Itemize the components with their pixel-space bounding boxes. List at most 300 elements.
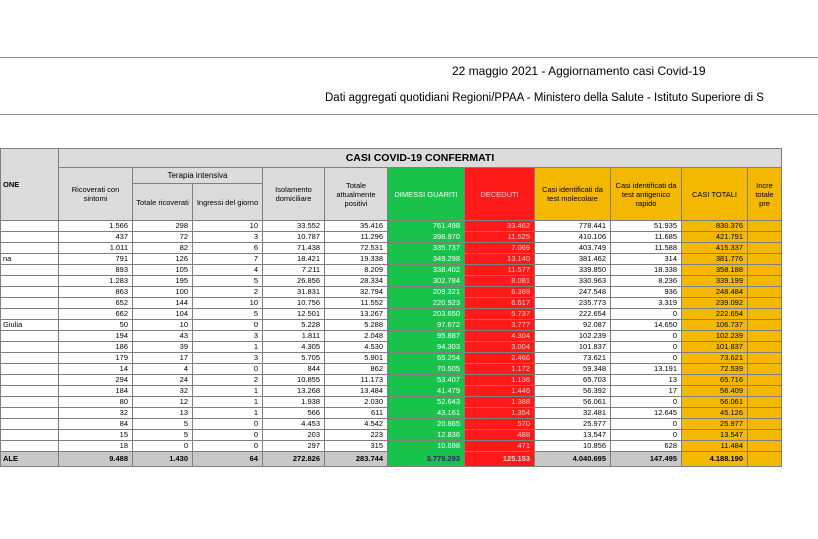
value-cell: 1 [193, 342, 263, 353]
value-cell: 398.970 [388, 232, 465, 243]
value-cell: 349.298 [388, 254, 465, 265]
value-cell: 126 [133, 254, 193, 265]
value-cell: 13.268 [263, 386, 325, 397]
value-cell: 125.153 [465, 452, 535, 467]
value-cell: 72 [133, 232, 193, 243]
value-cell: 64 [193, 452, 263, 467]
band-header: CASI COVID-19 CONFERMATI [59, 149, 782, 168]
value-cell: 80 [59, 397, 133, 408]
value-cell: 3 [193, 353, 263, 364]
value-cell [748, 452, 782, 467]
value-cell: 437 [59, 232, 133, 243]
value-cell: 17 [133, 353, 193, 364]
value-cell [748, 353, 782, 364]
value-cell: 18 [59, 441, 133, 452]
value-cell: 28.334 [325, 276, 388, 287]
value-cell: 830.376 [682, 221, 748, 232]
value-cell: 0 [611, 397, 682, 408]
value-cell: 73.621 [682, 353, 748, 364]
table-row [1, 309, 782, 320]
value-cell: 33.552 [263, 221, 325, 232]
value-cell: 6 [193, 243, 263, 254]
region-cell [1, 331, 59, 342]
value-cell: 0 [193, 364, 263, 375]
value-cell: 0 [611, 331, 682, 342]
value-cell: 1 [193, 408, 263, 419]
value-cell: 104 [133, 309, 193, 320]
value-cell: 14 [59, 364, 133, 375]
total-row [1, 452, 782, 467]
value-cell: 10.856 [535, 441, 611, 452]
value-cell: 24 [133, 375, 193, 386]
value-cell: 223 [325, 430, 388, 441]
value-cell: 2.048 [325, 331, 388, 342]
region-cell: na [1, 254, 59, 265]
value-cell: 56.061 [682, 397, 748, 408]
value-cell: 297 [263, 441, 325, 452]
value-cell: 628 [611, 441, 682, 452]
value-cell: 1.446 [465, 386, 535, 397]
value-cell: 283.744 [325, 452, 388, 467]
value-cell: 18.338 [611, 265, 682, 276]
value-cell: 1.283 [59, 276, 133, 287]
region-cell [1, 419, 59, 430]
table-body [1, 149, 782, 467]
table-row [1, 375, 782, 386]
value-cell: 43.161 [388, 408, 465, 419]
col-totale-ricoverati: Totale ricoverati [133, 184, 193, 221]
region-cell [1, 408, 59, 419]
value-cell [748, 309, 782, 320]
value-cell: 17 [611, 386, 682, 397]
value-cell: 73.621 [535, 353, 611, 364]
value-cell: 45.126 [682, 408, 748, 419]
table-row [1, 397, 782, 408]
value-cell: 5 [133, 430, 193, 441]
value-cell: 105 [133, 265, 193, 276]
value-cell: 43 [133, 331, 193, 342]
value-cell: 220.923 [388, 298, 465, 309]
value-cell: 32 [133, 386, 193, 397]
top-rule [0, 57, 818, 58]
value-cell: 65.703 [535, 375, 611, 386]
value-cell: 1.430 [133, 452, 193, 467]
value-cell: 4.453 [263, 419, 325, 430]
region-column-header: ONE [1, 149, 59, 221]
value-cell: 1.136 [465, 375, 535, 386]
value-cell: 1.566 [59, 221, 133, 232]
value-cell: 25.977 [682, 419, 748, 430]
value-cell: 7.069 [465, 243, 535, 254]
value-cell [748, 221, 782, 232]
value-cell: 71.438 [263, 243, 325, 254]
value-cell: 51.935 [611, 221, 682, 232]
value-cell: 4.530 [325, 342, 388, 353]
value-cell: 11.552 [325, 298, 388, 309]
value-cell: 11.577 [465, 265, 535, 276]
value-cell: 222.654 [535, 309, 611, 320]
value-cell: 4.188.190 [682, 452, 748, 467]
value-cell: 415.337 [682, 243, 748, 254]
value-cell: 6.369 [465, 287, 535, 298]
table-row [1, 232, 782, 243]
value-cell [748, 430, 782, 441]
value-cell: 72.531 [325, 243, 388, 254]
region-cell [1, 309, 59, 320]
value-cell: 65.716 [682, 375, 748, 386]
value-cell: 936 [611, 287, 682, 298]
region-cell [1, 221, 59, 232]
value-cell: 611 [325, 408, 388, 419]
value-cell: 12.501 [263, 309, 325, 320]
value-cell: 381.776 [682, 254, 748, 265]
terapia-intensiva-group: Terapia intensiva [133, 168, 263, 184]
table-row [1, 287, 782, 298]
value-cell [748, 298, 782, 309]
value-cell: 94.303 [388, 342, 465, 353]
value-cell: 195 [133, 276, 193, 287]
value-cell: 13 [611, 375, 682, 386]
value-cell: 239.092 [682, 298, 748, 309]
value-cell: 1.172 [465, 364, 535, 375]
value-cell: 84 [59, 419, 133, 430]
table-row [1, 298, 782, 309]
value-cell: 315 [325, 441, 388, 452]
value-cell: 13 [133, 408, 193, 419]
value-cell: 652 [59, 298, 133, 309]
value-cell: 13.547 [535, 430, 611, 441]
value-cell [748, 276, 782, 287]
value-cell: 10.855 [263, 375, 325, 386]
value-cell: 298 [133, 221, 193, 232]
col-casi-totali: CASI TOTALI [682, 168, 748, 221]
value-cell: 5 [193, 276, 263, 287]
value-cell: 8.081 [465, 276, 535, 287]
region-cell [1, 243, 59, 254]
region-cell [1, 397, 59, 408]
value-cell: 25.977 [535, 419, 611, 430]
value-cell: 101.837 [535, 342, 611, 353]
value-cell: 203 [263, 430, 325, 441]
value-cell [748, 386, 782, 397]
region-cell [1, 430, 59, 441]
value-cell: 5 [193, 309, 263, 320]
value-cell: 335.737 [388, 243, 465, 254]
value-cell: 186 [59, 342, 133, 353]
value-cell: 18.421 [263, 254, 325, 265]
value-cell: 35.416 [325, 221, 388, 232]
report-title: 22 maggio 2021 - Aggiornamento casi Covid-19 [452, 64, 706, 78]
value-cell: 3.779.293 [388, 452, 465, 467]
value-cell: 203.650 [388, 309, 465, 320]
value-cell: 11.525 [465, 232, 535, 243]
value-cell: 862 [325, 364, 388, 375]
value-cell: 10 [193, 221, 263, 232]
value-cell: 893 [59, 265, 133, 276]
value-cell: 194 [59, 331, 133, 342]
value-cell: 56.061 [535, 397, 611, 408]
value-cell: 41.479 [388, 386, 465, 397]
region-cell [1, 441, 59, 452]
value-cell: 339.850 [535, 265, 611, 276]
value-cell: 56.409 [682, 386, 748, 397]
value-cell: 0 [611, 430, 682, 441]
value-cell: 272.826 [263, 452, 325, 467]
value-cell: 1.811 [263, 331, 325, 342]
value-cell [748, 331, 782, 342]
value-cell: 0 [611, 309, 682, 320]
region-cell [1, 232, 59, 243]
value-cell: 358.188 [682, 265, 748, 276]
value-cell: 32 [59, 408, 133, 419]
value-cell: 19.338 [325, 254, 388, 265]
value-cell: 52.643 [388, 397, 465, 408]
subtitle-rule [0, 114, 818, 115]
value-cell: 0 [611, 342, 682, 353]
value-cell: 10.787 [263, 232, 325, 243]
region-cell [1, 375, 59, 386]
value-cell [748, 232, 782, 243]
value-cell: 1.388 [465, 397, 535, 408]
col-deceduti: DECEDUTI [465, 168, 535, 221]
value-cell: 56.392 [535, 386, 611, 397]
value-cell [748, 364, 782, 375]
value-cell [748, 419, 782, 430]
value-cell: 11.296 [325, 232, 388, 243]
value-cell: 471 [465, 441, 535, 452]
value-cell: 106.737 [682, 320, 748, 331]
value-cell: 5.901 [325, 353, 388, 364]
value-cell: 5 [133, 419, 193, 430]
value-cell: 791 [59, 254, 133, 265]
value-cell: 1.354 [465, 408, 535, 419]
value-cell: 294 [59, 375, 133, 386]
value-cell: 0 [611, 353, 682, 364]
value-cell: 147.495 [611, 452, 682, 467]
value-cell: 7 [193, 254, 263, 265]
value-cell: 0 [193, 320, 263, 331]
value-cell: 844 [263, 364, 325, 375]
value-cell: 11.685 [611, 232, 682, 243]
value-cell: 1 [193, 386, 263, 397]
col-ingressi-giorno: Ingressi del giorno [193, 184, 263, 221]
table-row [1, 221, 782, 232]
value-cell: 0 [133, 441, 193, 452]
value-cell: 778.441 [535, 221, 611, 232]
value-cell: 82 [133, 243, 193, 254]
value-cell: 184 [59, 386, 133, 397]
value-cell: 863 [59, 287, 133, 298]
col-ricoverati-sintomi: Ricoverati con sintomi [59, 168, 133, 221]
value-cell: 662 [59, 309, 133, 320]
table-row [1, 430, 782, 441]
value-cell: 12 [133, 397, 193, 408]
value-cell: 5.737 [465, 309, 535, 320]
value-cell: 5.705 [263, 353, 325, 364]
value-cell: 26.856 [263, 276, 325, 287]
value-cell: 4.542 [325, 419, 388, 430]
table-row [1, 320, 782, 331]
table-row [1, 243, 782, 254]
value-cell [748, 320, 782, 331]
value-cell: 13.140 [465, 254, 535, 265]
value-cell: 10 [193, 298, 263, 309]
value-cell: 381.462 [535, 254, 611, 265]
table-row [1, 408, 782, 419]
value-cell: 761.498 [388, 221, 465, 232]
value-cell: 10 [133, 320, 193, 331]
region-cell [1, 276, 59, 287]
region-cell: Giulia [1, 320, 59, 331]
value-cell: 4.040.695 [535, 452, 611, 467]
table-row [1, 441, 782, 452]
value-cell: 0 [193, 419, 263, 430]
table-row [1, 419, 782, 430]
region-cell [1, 364, 59, 375]
value-cell: 1.938 [263, 397, 325, 408]
col-incremento: Incre totale pre [748, 168, 782, 221]
value-cell: 32.794 [325, 287, 388, 298]
value-cell: 488 [465, 430, 535, 441]
value-cell: 3 [193, 331, 263, 342]
value-cell: 72.539 [682, 364, 748, 375]
value-cell [748, 243, 782, 254]
value-cell: 2 [193, 375, 263, 386]
table-row [1, 331, 782, 342]
value-cell: 102.239 [682, 331, 748, 342]
value-cell: 20.865 [388, 419, 465, 430]
value-cell: 9.488 [59, 452, 133, 467]
value-cell: 11.484 [682, 441, 748, 452]
region-cell [1, 342, 59, 353]
value-cell: 209.321 [388, 287, 465, 298]
value-cell: 222.654 [682, 309, 748, 320]
table-row [1, 386, 782, 397]
value-cell: 31.831 [263, 287, 325, 298]
value-cell: 2 [193, 287, 263, 298]
value-cell: 95.887 [388, 331, 465, 342]
table-row [1, 364, 782, 375]
value-cell: 92.087 [535, 320, 611, 331]
value-cell: 13.547 [682, 430, 748, 441]
region-cell [1, 386, 59, 397]
value-cell: 12.836 [388, 430, 465, 441]
value-cell: 7.211 [263, 265, 325, 276]
value-cell: 179 [59, 353, 133, 364]
value-cell: 97.672 [388, 320, 465, 331]
value-cell: 59.348 [535, 364, 611, 375]
value-cell: 1 [193, 397, 263, 408]
value-cell: 330.963 [535, 276, 611, 287]
col-test-molecolare: Casi identificati da test molecolare [535, 168, 611, 221]
value-cell: 3 [193, 232, 263, 243]
value-cell: 13.484 [325, 386, 388, 397]
value-cell: 421.791 [682, 232, 748, 243]
value-cell: 100 [133, 287, 193, 298]
value-cell: 13.191 [611, 364, 682, 375]
value-cell: 3.004 [465, 342, 535, 353]
report-subtitle: Dati aggregati quotidiani Regioni/PPAA - Ministero della Salute - Istituto Superiore di S [325, 92, 764, 104]
value-cell: 0 [193, 441, 263, 452]
region-cell [1, 287, 59, 298]
value-cell: 14.650 [611, 320, 682, 331]
value-cell [748, 287, 782, 298]
table-row [1, 342, 782, 353]
col-test-antigenico: Casi identificati da test antigenico rapido [611, 168, 682, 221]
value-cell: 4 [193, 265, 263, 276]
value-cell: 102.239 [535, 331, 611, 342]
value-cell: 302.784 [388, 276, 465, 287]
value-cell: 235.773 [535, 298, 611, 309]
value-cell: 15 [59, 430, 133, 441]
col-totale-positivi: Totale attualmente positivi [325, 168, 388, 221]
value-cell [748, 265, 782, 276]
value-cell: 33.462 [465, 221, 535, 232]
value-cell [748, 254, 782, 265]
covid-cases-table [0, 148, 782, 467]
value-cell: 566 [263, 408, 325, 419]
region-cell [1, 353, 59, 364]
value-cell: 13.267 [325, 309, 388, 320]
value-cell [748, 342, 782, 353]
value-cell: 338.402 [388, 265, 465, 276]
value-cell: 11.173 [325, 375, 388, 386]
value-cell: 339.199 [682, 276, 748, 287]
value-cell: 39 [133, 342, 193, 353]
value-cell: 4.304 [465, 331, 535, 342]
value-cell: 10.698 [388, 441, 465, 452]
value-cell: 6.617 [465, 298, 535, 309]
value-cell: 8.236 [611, 276, 682, 287]
value-cell: 5.288 [325, 320, 388, 331]
value-cell: 0 [611, 419, 682, 430]
value-cell [748, 408, 782, 419]
value-cell: 144 [133, 298, 193, 309]
col-dimessi-guariti: DIMESSI GUARITI [388, 168, 465, 221]
value-cell: 2.030 [325, 397, 388, 408]
value-cell [748, 441, 782, 452]
region-cell [1, 298, 59, 309]
table-row [1, 254, 782, 265]
value-cell: 70.505 [388, 364, 465, 375]
value-cell: 12.645 [611, 408, 682, 419]
value-cell: 1.011 [59, 243, 133, 254]
value-cell: 50 [59, 320, 133, 331]
value-cell: 3.777 [465, 320, 535, 331]
value-cell: 11.588 [611, 243, 682, 254]
value-cell [748, 375, 782, 386]
value-cell: 248.484 [682, 287, 748, 298]
value-cell: 570 [465, 419, 535, 430]
value-cell: 65.254 [388, 353, 465, 364]
value-cell: 4 [133, 364, 193, 375]
region-cell [1, 265, 59, 276]
value-cell: 5.228 [263, 320, 325, 331]
value-cell: 8.209 [325, 265, 388, 276]
value-cell: 314 [611, 254, 682, 265]
value-cell: 2.466 [465, 353, 535, 364]
col-isolamento-domiciliare: Isolamento domiciliare [263, 168, 325, 221]
value-cell: 3.319 [611, 298, 682, 309]
value-cell: 247.548 [535, 287, 611, 298]
value-cell: 403.749 [535, 243, 611, 254]
value-cell: 4.305 [263, 342, 325, 353]
value-cell [748, 397, 782, 408]
value-cell: 10.756 [263, 298, 325, 309]
value-cell: 32.481 [535, 408, 611, 419]
table-row [1, 265, 782, 276]
value-cell: 101.837 [682, 342, 748, 353]
